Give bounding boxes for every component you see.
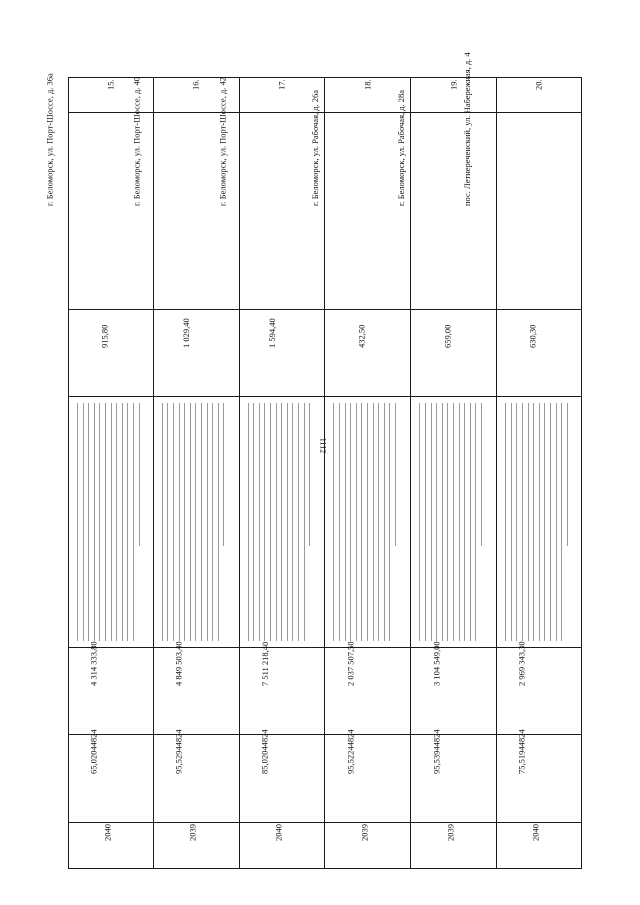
address-text: г. Беломорск, ул. Порт-Шоссе, д. 36а xyxy=(44,73,55,206)
cell-address-19 xyxy=(395,89,497,310)
address-text: г. Беломорск, ул. Порт-Шоссе, д. 42 xyxy=(217,76,228,206)
col-area xyxy=(69,310,582,397)
cost-text: 2 969 343,30 xyxy=(516,641,527,686)
num-text: 18. xyxy=(362,79,373,90)
cell-ratio-18 xyxy=(325,728,411,823)
col-description xyxy=(69,397,582,648)
year-text: 2040 xyxy=(102,823,113,841)
cell-description-17 xyxy=(239,397,325,648)
cell-description-19 xyxy=(411,397,497,648)
num-text: 16. xyxy=(190,79,201,90)
cell-year-18 xyxy=(325,823,411,869)
cell-num-20 xyxy=(497,78,582,113)
area-text: 1 029,40 xyxy=(181,318,192,348)
works-table xyxy=(44,52,582,869)
cell-area-15 xyxy=(69,310,154,397)
cost-text: 4 314 333,80 xyxy=(88,641,99,686)
col-year xyxy=(69,823,582,869)
cell-year-19 xyxy=(411,823,497,869)
cost-text: 2 037 507,50 xyxy=(345,641,356,686)
num-text: 15. xyxy=(105,79,116,90)
ratio-text: 95,53944824 xyxy=(431,728,442,774)
cell-year-20 xyxy=(497,823,582,869)
cell-num-19 xyxy=(411,78,497,113)
cell-description-15 xyxy=(69,397,154,648)
area-text: 630,30 xyxy=(527,324,538,348)
cell-area-19 xyxy=(411,310,497,397)
year-text: 2039 xyxy=(445,823,456,841)
cell-cost-18 xyxy=(325,641,411,735)
cell-area-17 xyxy=(239,310,325,397)
works-description-text xyxy=(248,403,317,641)
col-number xyxy=(69,78,582,113)
year-text: 2039 xyxy=(187,823,198,841)
cell-ratio-20 xyxy=(497,728,582,823)
cell-ratio-15 xyxy=(69,728,154,823)
cost-text: 7 511 218,40 xyxy=(259,641,270,686)
cell-cost-19 xyxy=(411,641,497,735)
cell-cost-15 xyxy=(69,641,154,735)
cell-description-18 xyxy=(325,397,411,648)
page-number: 1112 xyxy=(318,437,328,454)
area-text: 432,50 xyxy=(356,324,367,348)
cell-year-15 xyxy=(69,823,154,869)
works-description-text xyxy=(77,403,145,641)
col-ratio xyxy=(69,735,582,823)
col-cost xyxy=(69,648,582,735)
cell-cost-16 xyxy=(153,641,239,735)
cell-description-20 xyxy=(497,397,582,648)
cost-text: 3 104 549,00 xyxy=(431,641,442,686)
year-text: 2039 xyxy=(359,823,370,841)
num-text: 17. xyxy=(276,79,287,90)
ratio-text: 75,51944824 xyxy=(516,728,527,774)
cost-text: 4 849 503,40 xyxy=(173,641,184,686)
ratio-text: 65,02044824 xyxy=(88,728,99,774)
address-text: г. Беломорск, ул. Рабочая, д. 28а xyxy=(395,89,406,206)
ratio-text: 95,52944824 xyxy=(173,728,184,774)
ratio-text: 95,52244824 xyxy=(345,728,356,774)
cell-cost-20 xyxy=(497,641,582,735)
address-text: пос. Летнереченский, ул. Набережная, д. 4 xyxy=(462,52,473,206)
ratio-text: 85,02044824 xyxy=(259,728,270,774)
year-text: 2040 xyxy=(530,823,541,841)
area-text: 915,80 xyxy=(99,324,110,348)
cell-area-18 xyxy=(325,310,411,397)
cell-area-20 xyxy=(497,310,582,397)
area-text: 1 594,40 xyxy=(267,318,278,348)
num-text: 20. xyxy=(533,79,544,90)
works-description-text xyxy=(333,403,402,641)
cell-year-17 xyxy=(239,823,325,869)
works-description-text xyxy=(162,403,231,641)
year-text: 2040 xyxy=(273,823,284,841)
cell-area-16 xyxy=(153,310,239,397)
col-address xyxy=(69,113,582,310)
document-table xyxy=(44,52,582,861)
area-text: 659,00 xyxy=(442,324,453,348)
works-description-text xyxy=(419,403,488,641)
works-description-text xyxy=(505,403,573,641)
cell-year-16 xyxy=(153,823,239,869)
num-text: 19. xyxy=(448,79,459,90)
cell-ratio-16 xyxy=(153,728,239,823)
cell-description-16 xyxy=(153,397,239,648)
address-text: г. Беломорск, ул. Рабочая, д. 26а xyxy=(309,89,320,206)
cell-cost-17 xyxy=(239,641,325,735)
cell-ratio-19 xyxy=(411,728,497,823)
cell-ratio-17 xyxy=(239,728,325,823)
address-text: г. Беломорск, ул. Порт-Шоссе, д. 40 xyxy=(131,76,142,206)
